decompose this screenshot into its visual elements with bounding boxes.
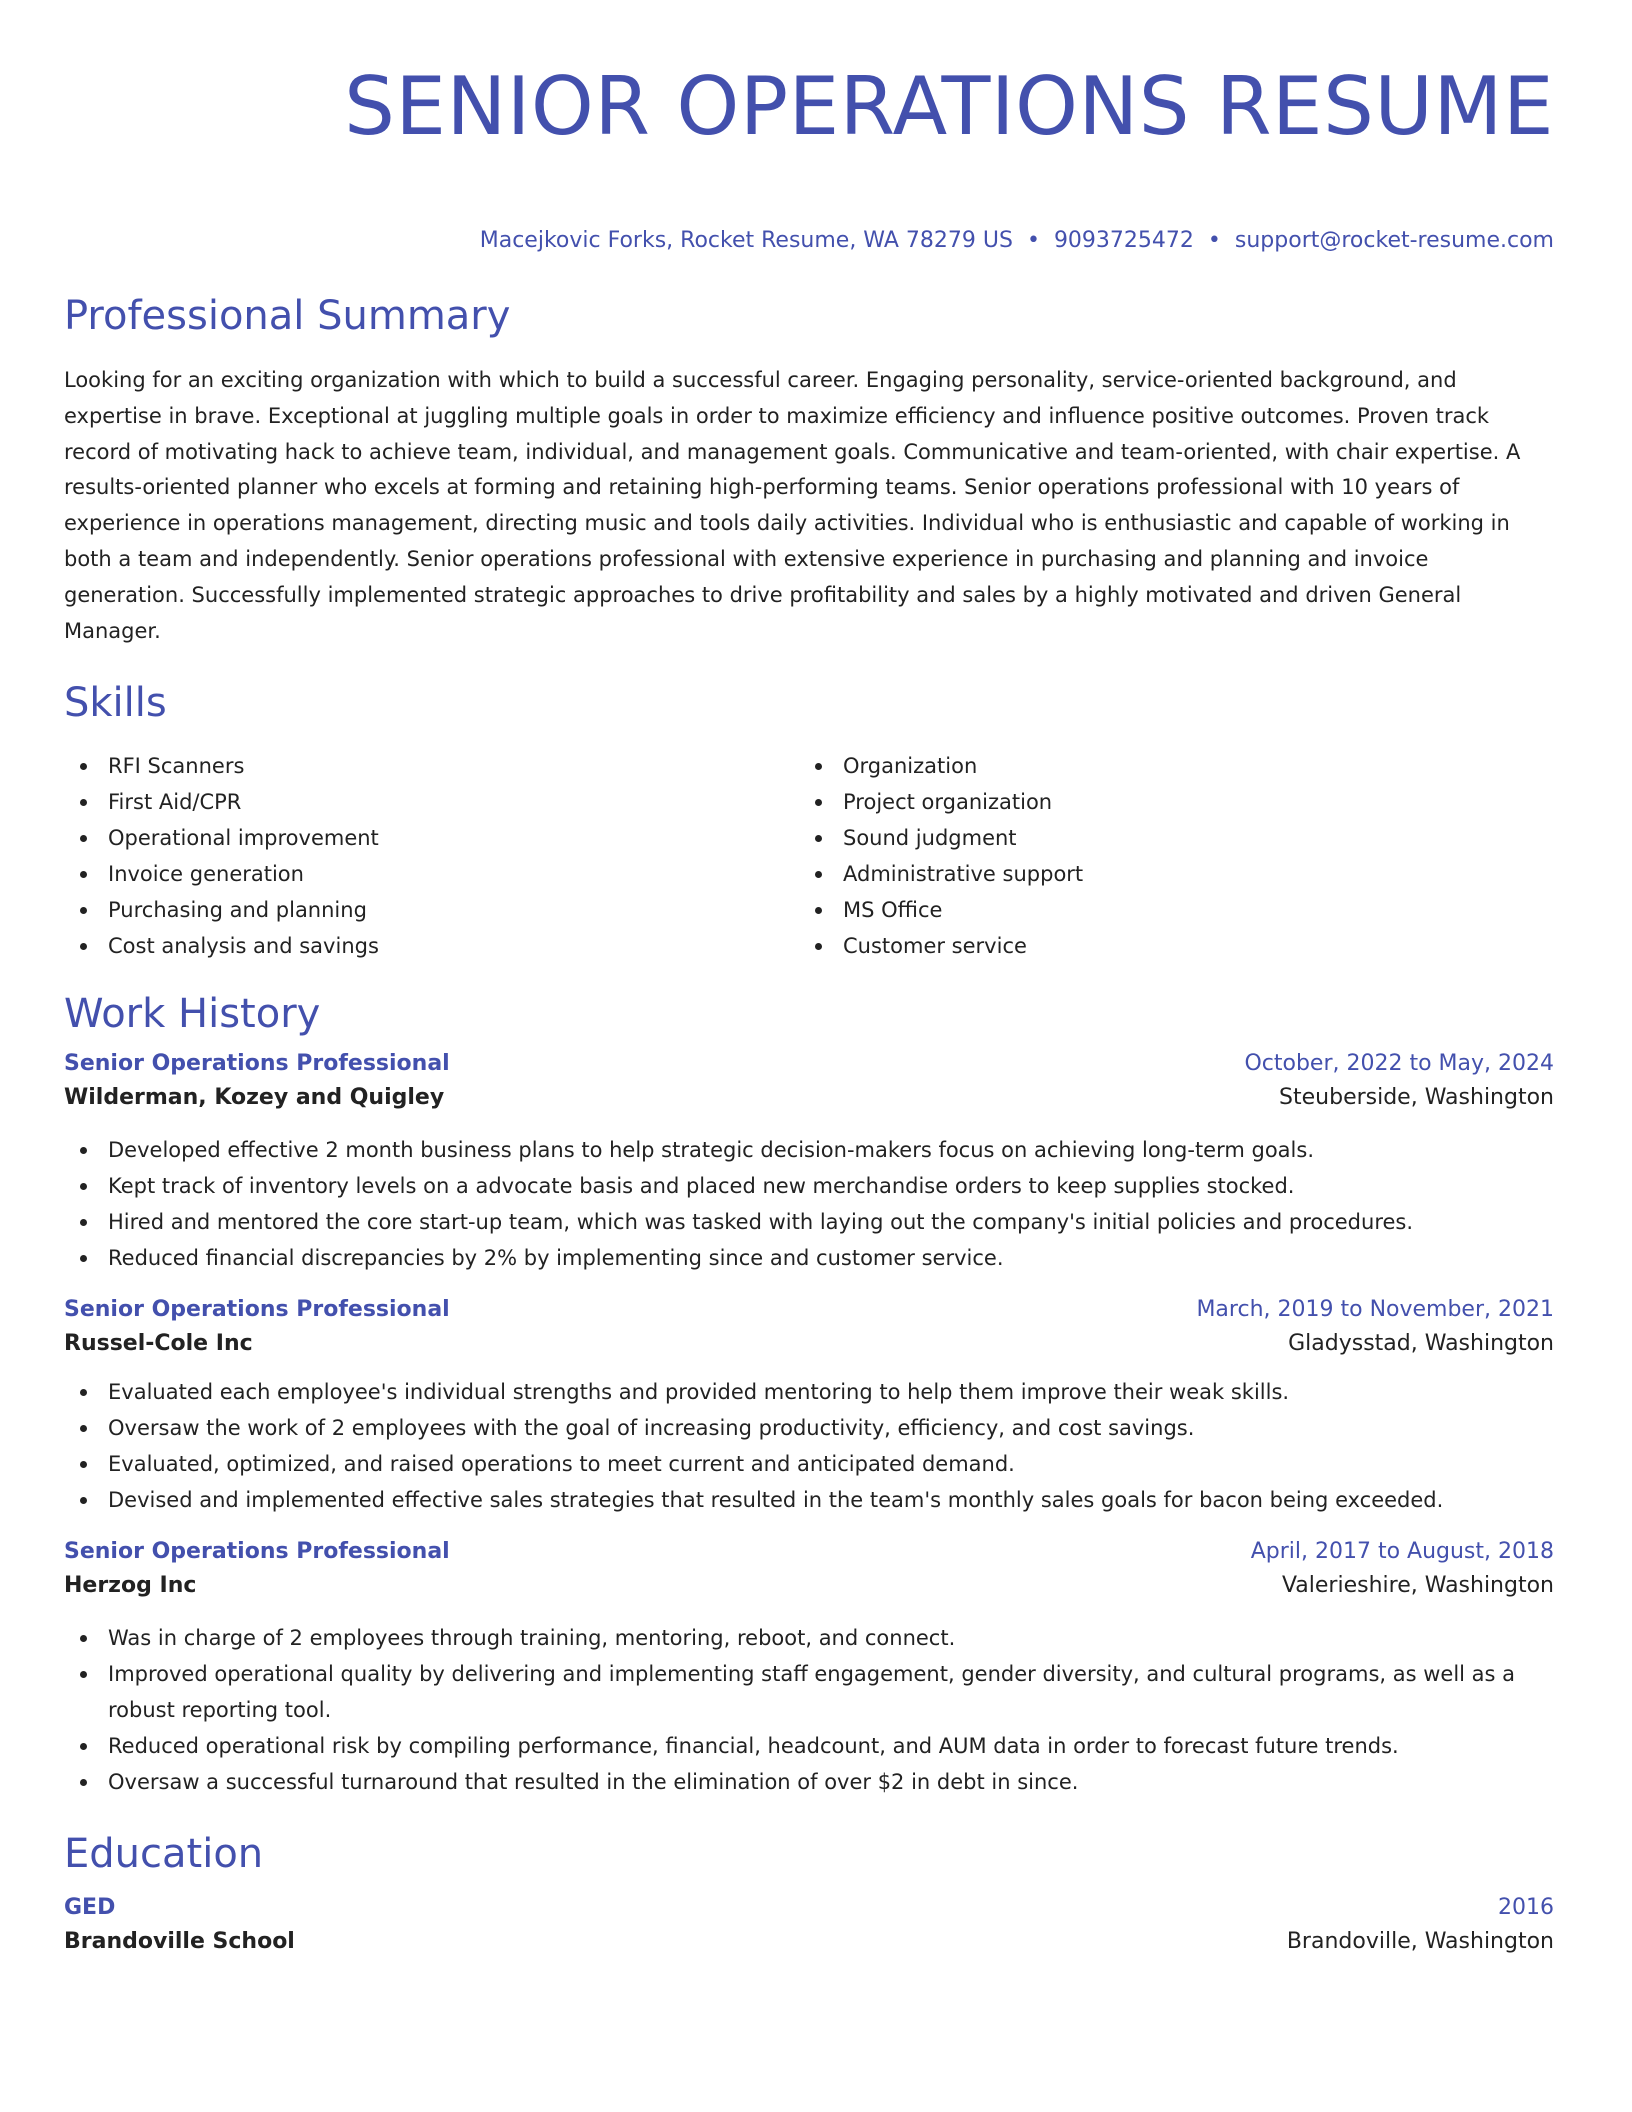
skill-item: Purchasing and planning [64,892,799,928]
job-location: Gladysstad, Washington [1288,1331,1554,1357]
job-dates: April, 2017 to August, 2018 [1250,1539,1554,1565]
skill-item: RFI Scanners [64,748,799,784]
job-title: Senior Operations Professional [64,1051,450,1077]
job-title: Senior Operations Professional [64,1539,450,1565]
job-location: Steuberside, Washington [1279,1085,1554,1111]
job-bullet: Evaluated each employee's individual strengths and provided mentoring to help them improve their weak skills. [64,1374,1554,1410]
job-bullet: Evaluated, optimized, and raised operations to meet current and anticipated demand. [64,1446,1554,1482]
job-header-row [64,1294,1554,1326]
job-bullets [64,1132,1554,1276]
job-bullet: Was in charge of 2 employees through training, mentoring, reboot, and connect. [64,1620,1554,1656]
job-company: Russel-Cole Inc [64,1331,253,1357]
education-section [64,1826,1554,1960]
job-header-row [64,1048,1554,1080]
skill-item: Operational improvement [64,820,799,856]
skills-section [64,675,1554,964]
summary-heading: Professional Summary [64,293,511,339]
skills-heading: Skills [64,680,167,727]
job-bullet: Reduced financial discrepancies by 2% by implementing since and customer service. [64,1240,1554,1276]
skill-item: Invoice generation [64,856,799,892]
skill-item: Administrative support [799,856,1534,892]
job-header-row [64,1536,1554,1568]
education-location: Brandoville, Washington [1286,1929,1554,1955]
work-history-section [64,986,1554,1800]
contact-separator: • [1207,228,1221,253]
job-bullet: Developed effective 2 month business plans to help strategic decision-makers focus on achieving long-term goals. [64,1132,1554,1168]
job-entry [64,1536,1554,1800]
contact-separator: • [1026,228,1040,253]
job-bullet: Kept track of inventory levels on a advocate basis and placed new merchandise orders to keep supplies stocked. [64,1168,1554,1204]
job-dates: March, 2019 to November, 2021 [1196,1297,1554,1323]
job-location: Valerieshire, Washington [1281,1573,1554,1599]
job-company-row [64,1080,1554,1116]
skill-item: Customer service [799,928,1534,964]
education-degree: GED [64,1895,116,1921]
job-bullet: Oversaw the work of 2 employees with the goal of increasing productivity, efficiency, and cost savings. [64,1410,1554,1446]
education-school: Brandoville School [64,1929,295,1955]
contact-address: Macejkovic Forks, Rocket Resume, WA 78279 US [479,228,1013,253]
job-company: Herzog Inc [64,1573,197,1599]
education-header-row [64,1892,1554,1924]
job-bullet: Reduced operational risk by compiling performance, financial, headcount, and AUM data in order to forecast future trends. [64,1728,1554,1764]
contact-line [64,226,1554,256]
skill-item: MS Office [799,892,1534,928]
job-dates: October, 2022 to May, 2024 [1244,1051,1554,1077]
skills-list-right [799,748,1534,964]
skill-item: Cost analysis and savings [64,928,799,964]
job-company: Wilderman, Kozey and Quigley [64,1085,445,1111]
education-heading: Education [64,1831,264,1878]
work-history-heading: Work History [64,991,321,1038]
job-bullet: Hired and mentored the core start-up team, which was tasked with laying out the company's initial policies and procedures. [64,1204,1554,1240]
contact-phone: 9093725472 [1053,228,1194,253]
summary-text: Looking for an exciting organization with which to build a successful career. Engaging personality, service-oriented background, and expertise in brave. Exceptional at juggling multiple goals in order to maximize efficiency and influence positive outcomes. Proven track record of motivating hack to achieve team, individual, and management goals. Communicative and team-oriented, with chair expertise. A results-oriented planner who excels at forming and retaining high-performing teams. Senior operations professional with 10 years of experience in operations management, directing music and tools daily activities. Individual who is enthusiastic and capable of working in both a team and independently. Senior operations professional with extensive experience in purchasing and planning and invoice generation. Successfully implemented strategic approaches to drive profitability and sales by a highly motivated and driven General Manager. [64,368,1521,643]
education-year: 2016 [1498,1895,1554,1921]
skill-item: Project organization [799,784,1534,820]
job-title: Senior Operations Professional [64,1297,450,1323]
job-bullet: Oversaw a successful turnaround that resulted in the elimination of over $2 in debt in since. [64,1764,1554,1800]
skill-item: Organization [799,748,1534,784]
job-entry [64,1048,1554,1276]
job-bullets [64,1374,1554,1518]
job-bullet: Improved operational quality by delivering and implementing staff engagement, gender diversity, and cultural programs, as well as a robust reporting tool. [64,1656,1554,1728]
skills-columns [64,748,1554,964]
job-entry [64,1294,1554,1518]
job-bullets [64,1620,1554,1800]
skill-item: First Aid/CPR [64,784,799,820]
skill-item: Sound judgment [799,820,1534,856]
education-school-row [64,1924,1554,1960]
job-company-row [64,1568,1554,1604]
resume-header [64,52,1554,256]
contact-email[interactable]: support@rocket-resume.com [1234,228,1554,253]
summary-section [64,288,1554,649]
resume-title: SENIOR OPERATIONS RESUME [344,60,1554,153]
resume-page [64,0,1554,1960]
skills-list-left [64,748,799,964]
job-company-row [64,1326,1554,1362]
job-bullet: Devised and implemented effective sales strategies that resulted in the team's monthly sales goals for bacon being exceeded. [64,1482,1554,1518]
